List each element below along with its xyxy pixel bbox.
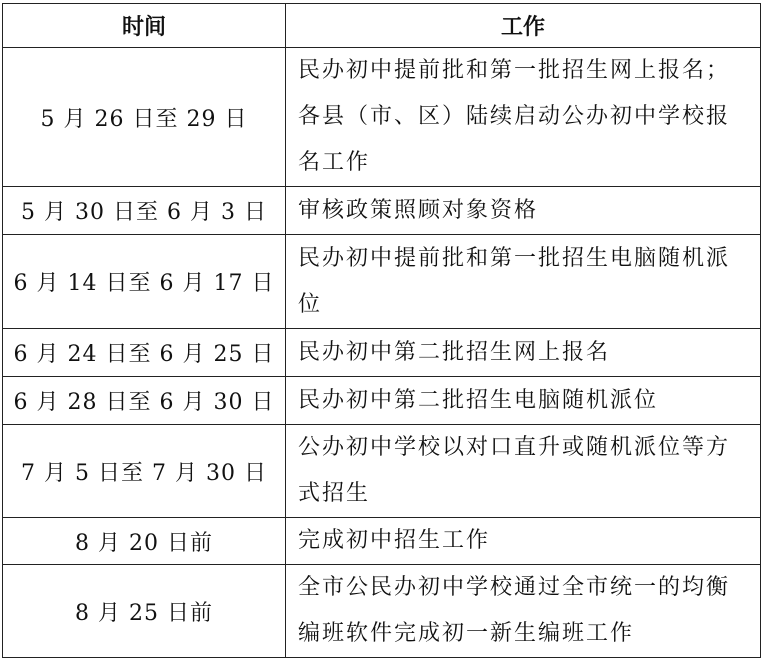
work-cell: 民办初中第二批招生网上报名 (286, 329, 761, 377)
time-cell: 5 月 30 日至 6 月 3 日 (3, 187, 286, 235)
time-cell: 5 月 26 日至 29 日 (3, 48, 286, 187)
work-cell: 完成初中招生工作 (286, 518, 761, 565)
work-cell: 审核政策照顾对象资格 (286, 187, 761, 235)
time-cell: 8 月 25 日前 (3, 565, 286, 658)
table-row (3, 187, 761, 235)
table-row (3, 48, 761, 187)
time-cell: 6 月 24 日至 6 月 25 日 (3, 329, 286, 377)
table-row (3, 329, 761, 377)
time-cell: 7 月 5 日至 7 月 30 日 (3, 425, 286, 518)
header-work: 工作 (286, 4, 761, 48)
time-cell: 6 月 28 日至 6 月 30 日 (3, 377, 286, 425)
table-row (3, 377, 761, 425)
table-row (3, 565, 761, 658)
work-cell: 民办初中提前批和第一批招生电脑随机派位 (286, 235, 761, 329)
table-header-row (3, 4, 761, 48)
table-row (3, 235, 761, 329)
work-cell: 全市公民办初中学校通过全市统一的均衡编班软件完成初一新生编班工作 (286, 565, 761, 658)
work-cell: 公办初中学校以对口直升或随机派位等方式招生 (286, 425, 761, 518)
table-row (3, 425, 761, 518)
work-cell: 民办初中第二批招生电脑随机派位 (286, 377, 761, 425)
time-cell: 8 月 20 日前 (3, 518, 286, 565)
enrollment-schedule-table (2, 3, 761, 658)
work-cell: 民办初中提前批和第一批招生网上报名；各县（市、区）陆续启动公办初中学校报名工作 (286, 48, 761, 187)
header-time: 时间 (3, 4, 286, 48)
time-cell: 6 月 14 日至 6 月 17 日 (3, 235, 286, 329)
table-row (3, 518, 761, 565)
